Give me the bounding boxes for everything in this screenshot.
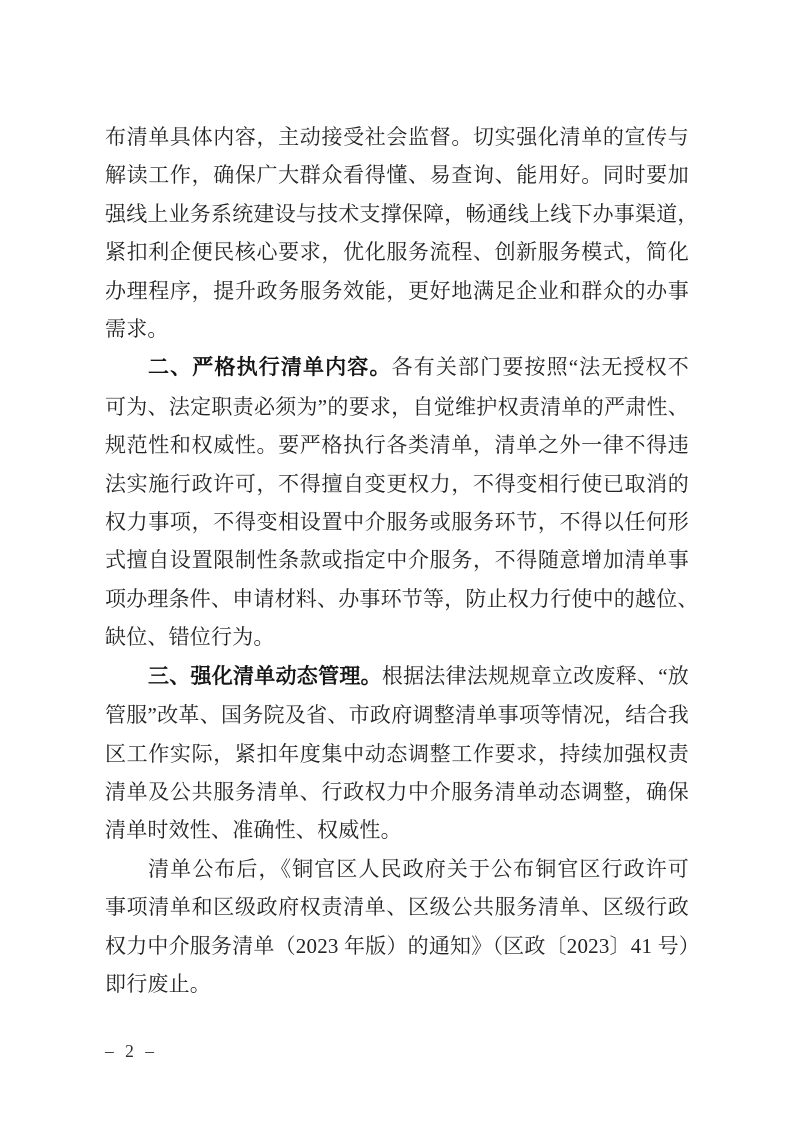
text-line: 解读工作，确保广大群众看得懂、易查询、能用好。同时要加 [105, 163, 689, 188]
text-line: 即行废止。 [105, 971, 211, 996]
text-line: 区工作实际，紧扣年度集中动态调整工作要求，持续加强权责 [105, 741, 689, 766]
text-line: 办理程序，提升政务服务效能，更好地满足企业和群众的办事 [105, 278, 689, 303]
text-line: 布清单具体内容，主动接受社会监督。切实强化清单的宣传与 [105, 125, 689, 149]
text-line: 管服”改革、国务院及省、市政府调整清单事项等情况，结合我 [105, 703, 689, 728]
text-line [105, 657, 689, 696]
page-number: – 2 – [105, 1041, 154, 1061]
section-heading: 二、严格执行清单内容。 [148, 356, 392, 380]
text-line: 权力事项，不得变相设置中介服务或服务环节，不得以任何形 [105, 510, 689, 535]
text-line: 紧扣利企便民核心要求，优化服务流程、创新服务模式，简化 [105, 240, 689, 265]
text-line: 法实施行政许可，不得擅自变更权力，不得变相行使已取消的 [105, 471, 689, 496]
text-line: 可为、法定职责必须为”的要求，自觉维护权责清单的严肃性、 [105, 394, 689, 419]
text-line: 清单及公共服务清单、行政权力中介服务清单动态调整，确保 [105, 779, 689, 804]
text-line: 项办理条件、申请材料、办事环节等，防止权力行使中的越位、 [105, 586, 699, 611]
text-line: 规范性和权威性。要严格执行各类清单，清单之外一律不得违 [105, 433, 689, 458]
text-line: 事项清单和区级政府权责清单、区级公共服务清单、区级行政 [105, 895, 689, 920]
text-line: 清单时效性、准确性、权威性。 [105, 818, 402, 843]
line-text: 根据法律法规规章立改废释、“放 [381, 663, 690, 688]
text-line: 需求。 [105, 317, 169, 342]
line-text: 各有关部门要按照“法无授权不 [391, 355, 689, 380]
text-line: 清单公布后，《铜官区人民政府关于公布铜官区行政许可 [148, 856, 689, 881]
text-line: 式擅自设置限制性条款或指定中介服务，不得随意增加清单事 [105, 548, 689, 573]
text-line: 缺位、错位行为。 [105, 625, 275, 650]
document-body [105, 118, 700, 1003]
text-line [105, 348, 689, 387]
text-line: 权力中介服务清单（2023 年版）的通知》（区政〔2023〕41 号） [105, 933, 700, 958]
text-line: 强线上业务系统建设与技术支撑保障，畅通线上线下办事渠道， [105, 201, 699, 226]
section-heading: 三、强化清单动态管理。 [148, 664, 382, 688]
